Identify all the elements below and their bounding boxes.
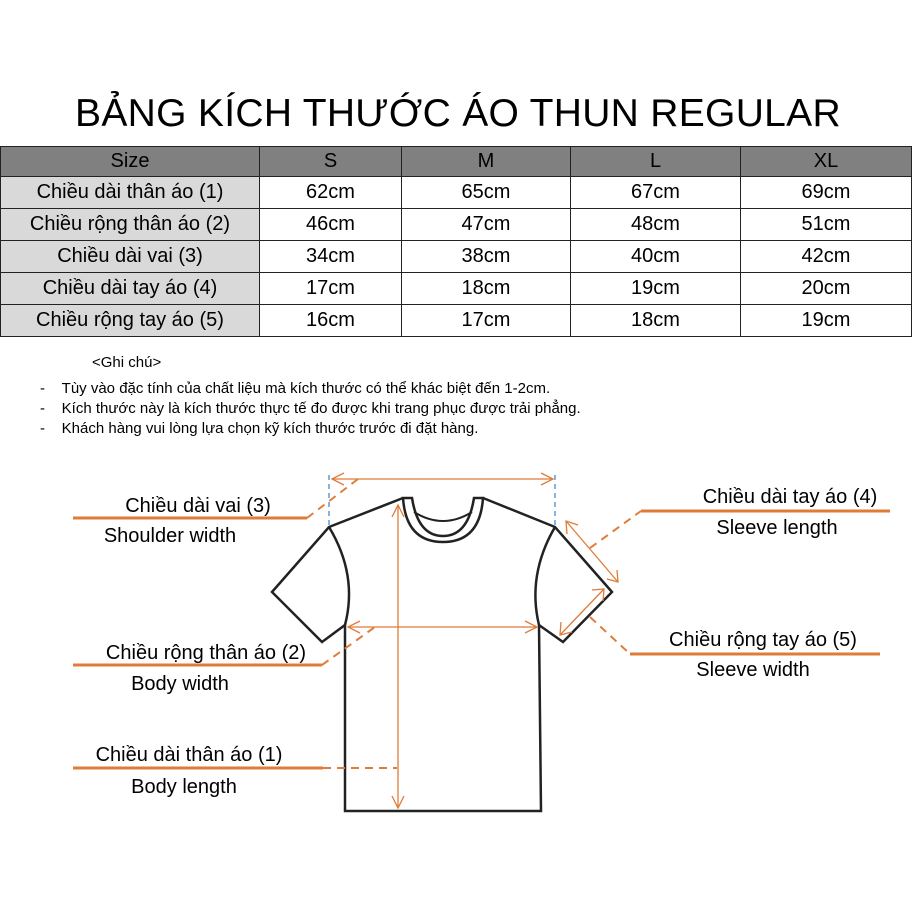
size-value: 16cm [260, 305, 402, 337]
size-value: 40cm [571, 241, 741, 273]
row-label: Chiều dài vai (3) [1, 241, 260, 273]
size-value: 34cm [260, 241, 402, 273]
header-cell: M [402, 147, 571, 177]
size-value: 47cm [402, 209, 571, 241]
size-value: 48cm [571, 209, 741, 241]
note-text: Kích thước này là kích thước thực tế đo được khi trang phục được trải phẳng. [61, 400, 581, 417]
body-width-label-en: Body width [131, 673, 229, 695]
sleeve-width-label-vi: Chiều rộng tay áo (5) [669, 629, 857, 651]
size-value: 42cm [741, 241, 912, 273]
tshirt-outline [272, 498, 612, 811]
header-cell: XL [741, 147, 912, 177]
size-value: 46cm [260, 209, 402, 241]
note-text: Tùy vào đặc tính của chất liệu mà kích thước có thể khác biệt đến 1-2cm. [61, 380, 551, 397]
size-value: 62cm [260, 177, 402, 209]
size-value: 20cm [741, 273, 912, 305]
page-title: BẢNG KÍCH THƯỚC ÁO THUN REGULAR [75, 92, 841, 135]
sleeve-length-label-en: Sleeve length [716, 517, 838, 539]
body-width-label-vi: Chiều rộng thân áo (2) [105, 642, 307, 664]
shoulder-label-vi: Chiều dài vai (3) [125, 495, 271, 517]
size-value: 18cm [571, 305, 741, 337]
shoulder-label-en: Shoulder width [103, 525, 237, 547]
sleeve-length-label-vi: Chiều dài tay áo (4) [702, 486, 878, 508]
shoulder-guides [329, 475, 555, 527]
row-label: Chiều rộng tay áo (5) [1, 305, 260, 337]
size-value: 17cm [260, 273, 402, 305]
note-item: - Tùy vào đặc tính của chất liệu mà kích thước có thể khác biệt đến 1-2cm. [40, 380, 551, 397]
header-cell: Size [1, 147, 260, 177]
note-text: Khách hàng vui lòng lựa chọn kỹ kích thước trước đi đặt hàng. [61, 420, 479, 437]
size-value: 65cm [402, 177, 571, 209]
note-item: - Khách hàng vui lòng lựa chọn kỹ kích thước trước đi đặt hàng. [40, 420, 479, 437]
size-value: 19cm [741, 305, 912, 337]
row-label: Chiều rộng thân áo (2) [1, 209, 260, 241]
size-value: 38cm [402, 241, 571, 273]
header-cell: L [571, 147, 741, 177]
size-value: 18cm [402, 273, 571, 305]
size-value: 51cm [741, 209, 912, 241]
size-value: 17cm [402, 305, 571, 337]
note-item: - Kích thước này là kích thước thực tế đo được khi trang phục được trải phẳng. [40, 400, 581, 417]
notes-heading: <Ghi chú> [92, 354, 162, 371]
size-value: 67cm [571, 177, 741, 209]
row-label: Chiều dài tay áo (4) [1, 273, 260, 305]
header-cell: S [260, 147, 402, 177]
size-value: 19cm [571, 273, 741, 305]
size-value: 69cm [741, 177, 912, 209]
sleeve-width-label-en: Sleeve width [696, 659, 810, 681]
body-length-label-en: Body length [131, 776, 237, 798]
row-label: Chiều dài thân áo (1) [1, 177, 260, 209]
body-length-label-vi: Chiều dài thân áo (1) [95, 744, 283, 766]
